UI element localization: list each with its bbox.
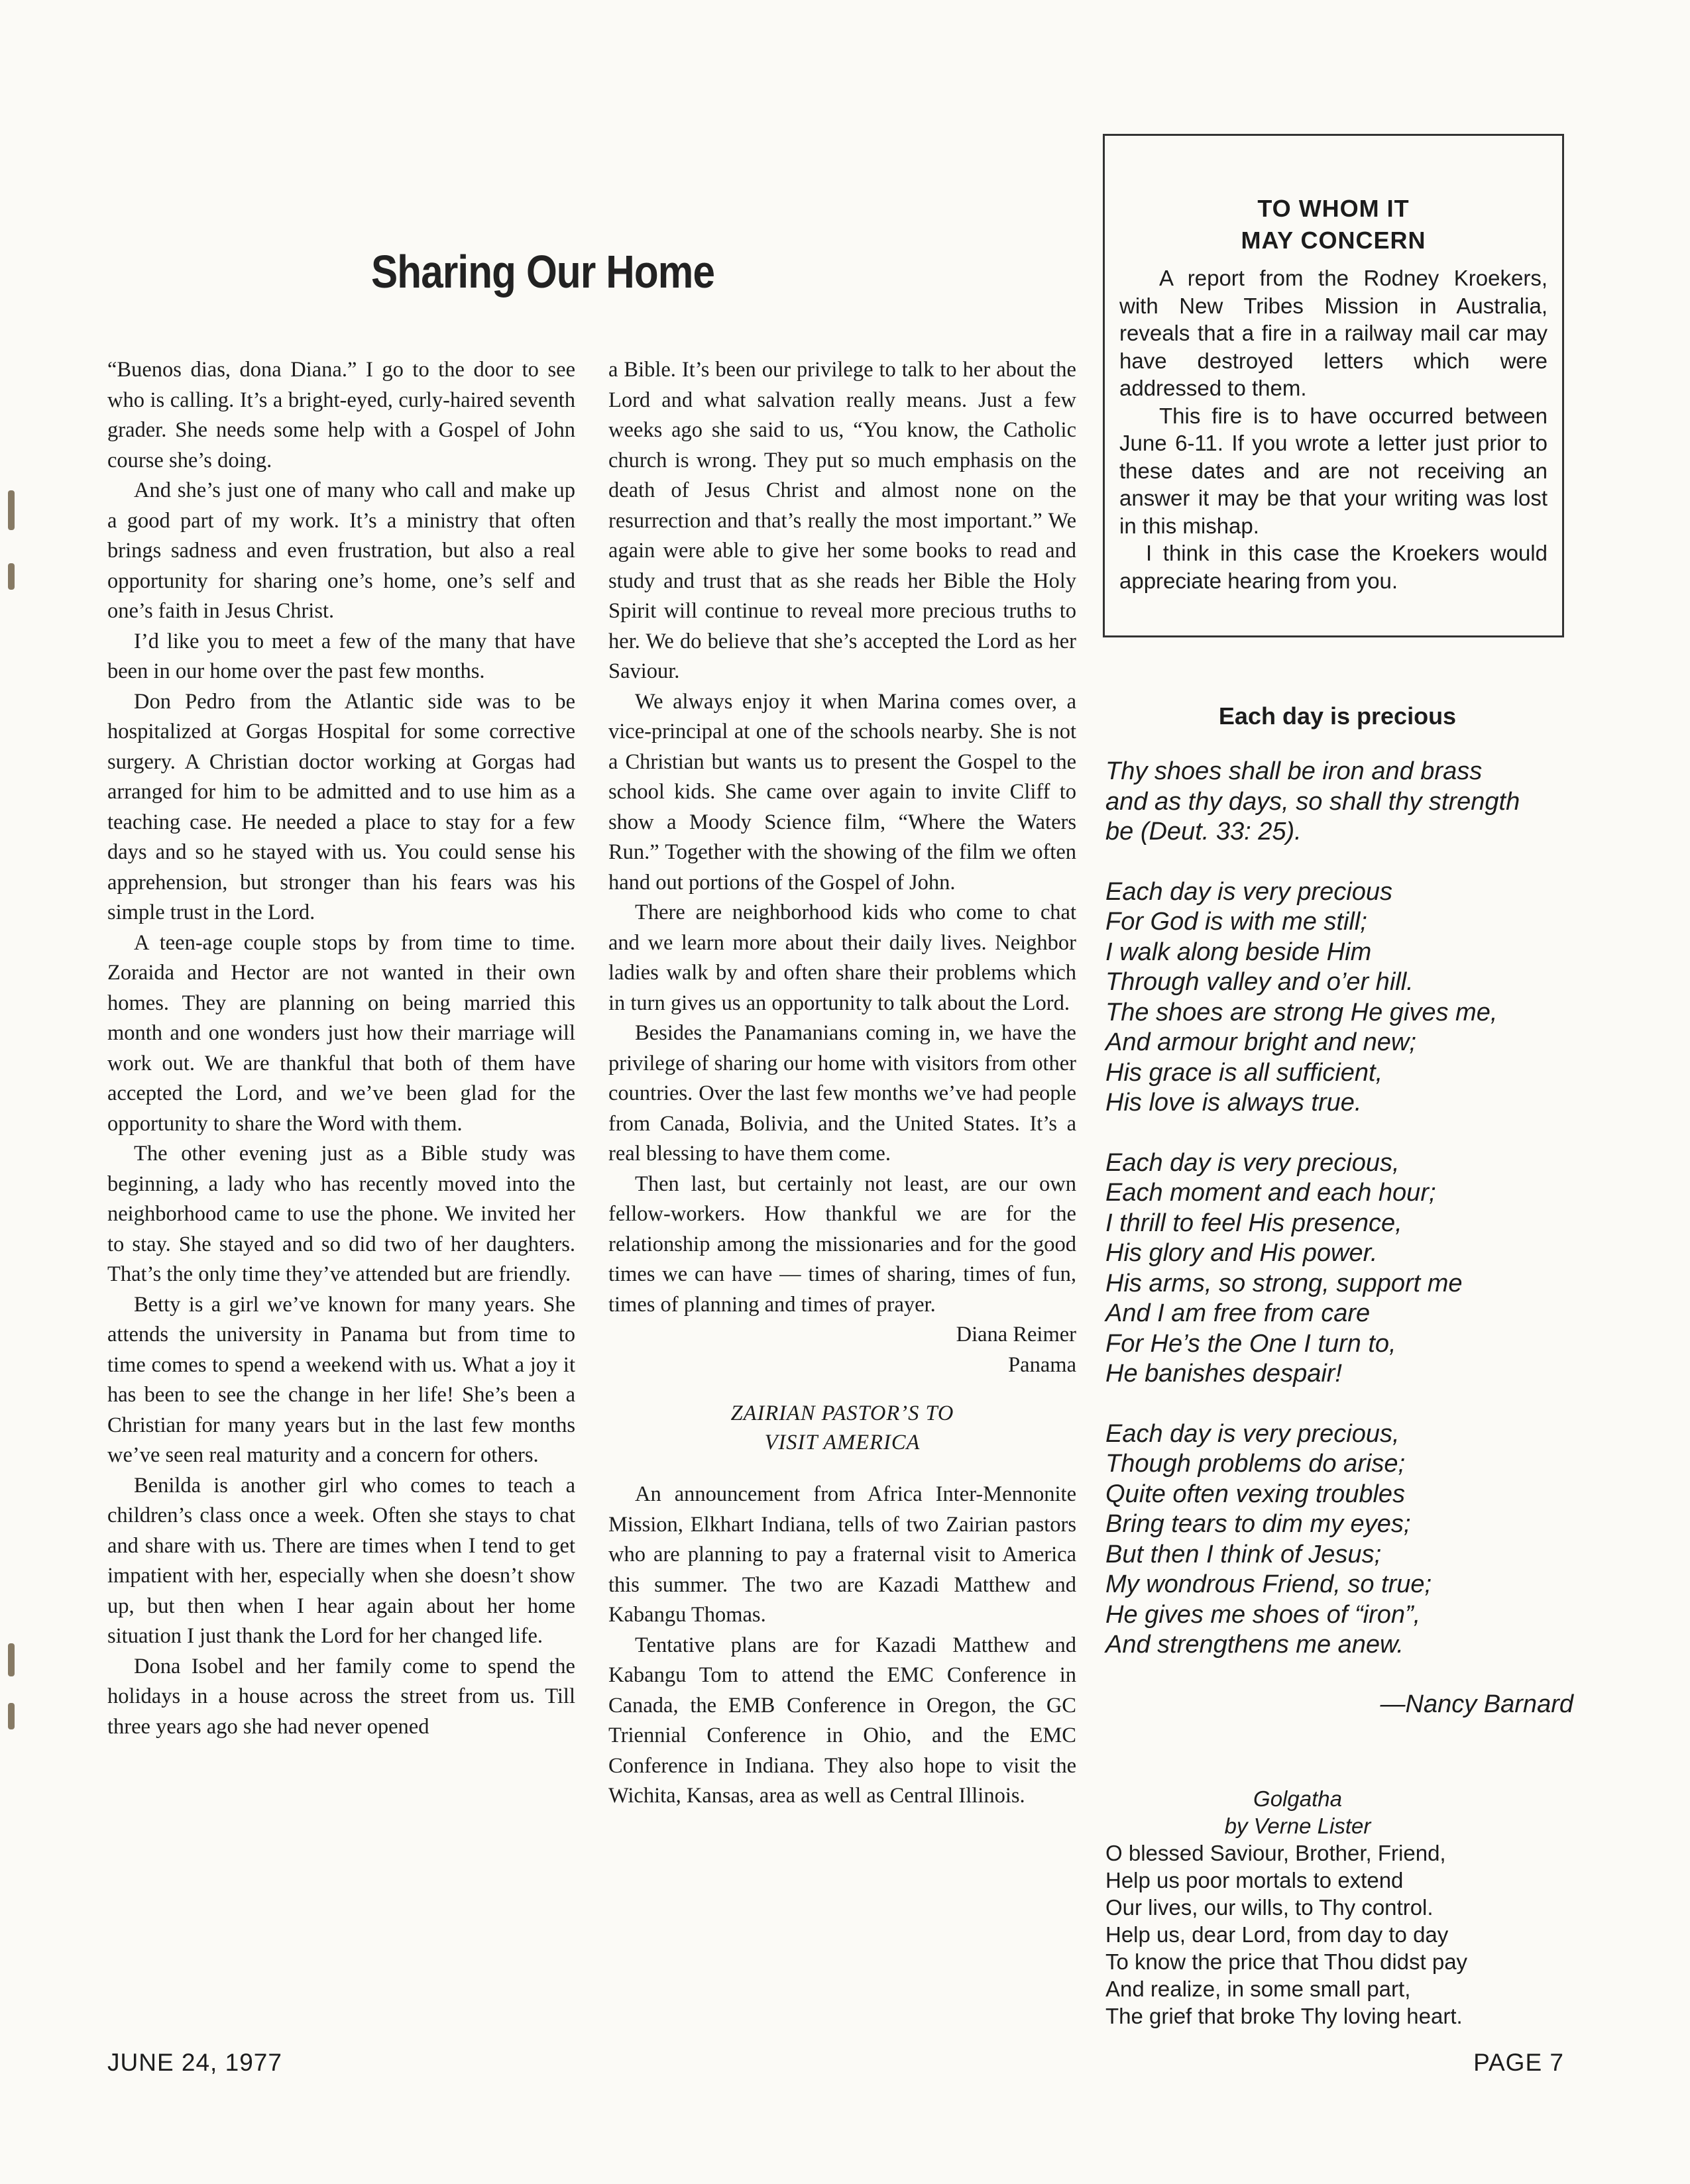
poem-line: For He’s the One I turn to, <box>1105 1329 1396 1358</box>
scan-artifact <box>8 563 15 590</box>
notice-title <box>1119 193 1548 256</box>
article-column-left <box>107 355 575 1742</box>
poem-line: My wondrous Friend, so true; <box>1105 1570 1432 1598</box>
zairian-heading-line: ZAIRIAN PASTOR’S TO <box>730 1401 954 1425</box>
article-column-middle <box>608 355 1076 1812</box>
poem-author: —Nancy Barnard <box>1380 1690 1573 1718</box>
article-paragraph: a Bible. It’s been our privilege to talk to her about the Lord and what salvation really means. Just a few weeks ago she said to us, “You know, the Catholic church is wrong. They put so much emphasis on the death of Jesus Christ and almost none on the resurrection and that’s really the most important.” We again were able to give her some books to read and study and trust that as she reads her Bible the Holy Spirit will continue to reveal more precious truths to her. We do believe that she’s accepted the Lord as her Saviour. <box>608 358 1076 683</box>
poem-stanza <box>1105 1148 1583 1390</box>
poem-epigraph <box>1105 757 1583 847</box>
golgatha-line: O blessed Saviour, Brother, Friend, <box>1105 1841 1446 1865</box>
poem-line: His arms, so strong, support me <box>1105 1269 1463 1297</box>
notice-paragraph: A report from the Rodney Kroekers, with New Tribes Mission in Australia, reveals that a fire in a railway mail car may have destroyed letters which were addressed to them. <box>1119 266 1548 400</box>
poem-line: Though problems do arise; <box>1105 1450 1406 1478</box>
golgatha-line: To know the price that Thou didst pay <box>1105 1949 1468 1974</box>
poem-line: He banishes despair! <box>1105 1360 1342 1388</box>
article-paragraph: And she’s just one of many who call and make up a good part of my work. It’s a ministry that often brings sadness and even frustration, but also a real opportunity for sharing one’s home, one’s self and one’s faith in Jesus Christ. <box>107 478 575 623</box>
article-paragraph: “Buenos dias, dona Diana.” I go to the door to see who is calling. It’s a bright-eyed, curly-haired seventh grader. She needs some help with a Gospel of John course she’s doing. <box>107 358 575 472</box>
poem-section <box>1105 702 1583 1719</box>
poem-line: And I am free from care <box>1105 1299 1371 1327</box>
poem-line: Bring tears to dim my eyes; <box>1105 1510 1411 1538</box>
poem-line: Through valley and o’er hill. <box>1105 968 1414 996</box>
poem-stanza <box>1105 1419 1583 1661</box>
article-paragraph: Then last, but certainly not least, are our own fellow-workers. How thankful we are for the relationship among the missionaries and for the good times we can have — times of sharing, times of fun, times of planning and times of prayer. <box>608 1172 1076 1317</box>
poem-line: Quite often vexing troubles <box>1105 1480 1406 1508</box>
zairian-heading <box>608 1399 1076 1457</box>
poem-line: Each day is very precious, <box>1105 1419 1400 1448</box>
golgatha-title: Golgatha <box>1253 1786 1342 1811</box>
poem-line: His love is always true. <box>1105 1089 1362 1117</box>
author-location: Panama <box>1008 1352 1076 1377</box>
epigraph-line: be (Deut. 33: 25). <box>1105 818 1302 846</box>
article-paragraph: I’d like you to meet a few of the many that have been in our home over the past few months. <box>107 629 575 683</box>
golgatha-line: Help us, dear Lord, from day to day <box>1105 1922 1449 1947</box>
zairian-heading-line: VISIT AMERICA <box>764 1431 921 1454</box>
poem-line: I walk along beside Him <box>1105 938 1372 966</box>
article-paragraph: Betty is a girl we’ve known for many years. She attends the university in Panama but from time to time comes to spend a weekend with us. What a joy it has been to see the change in her life! She’s been a Christian for many years but in the last few months we’ve seen real maturity and a concern for others. <box>107 1292 575 1467</box>
poem-stanza <box>1105 877 1583 1119</box>
scan-artifact <box>8 1643 15 1676</box>
epigraph-line: and as thy days, so shall thy strength <box>1105 787 1520 816</box>
poem-line: His glory and His power. <box>1105 1239 1378 1267</box>
article-paragraph: We always enjoy it when Marina comes over, a vice-principal at one of the schools nearby. She is not a Christian but wants us to present the Gospel to the school kids. She came over again to invite Cliff to show a Moody Science film, “Where the Waters Run.” Together with the showing of the film we often hand out portions of the Gospel of John. <box>608 689 1076 895</box>
golgatha-line: And realize, in some small part, <box>1105 1977 1411 2001</box>
article-title: Sharing Our Home <box>371 246 715 298</box>
footer-page-number: PAGE 7 <box>1473 2049 1564 2076</box>
notice-title-line: TO WHOM IT <box>1257 195 1410 222</box>
golgatha-byline: by Verne Lister <box>1224 1814 1371 1838</box>
notice-paragraph: This fire is to have occurred between June 6-11. If you wrote a letter just prior to these dates and are not receiving an answer it may be that your writing was lost in this mishap. <box>1119 403 1548 538</box>
poem-line: His grace is all sufficient, <box>1105 1058 1383 1087</box>
article-paragraph: Don Pedro from the Atlantic side was to be hospitalized at Gorgas Hospital for some corrective surgery. A Christian doctor working at Gorgas had arranged for him to be admitted and to use him as a teaching case. He needed a place to stay for a few days and so he stayed with us. You could sense his apprehension, but stronger than his fears was his simple trust in the Lord. <box>107 689 575 924</box>
notice-box <box>1103 134 1564 637</box>
poem-line: For God is with me still; <box>1105 908 1367 936</box>
poem-line: The shoes are strong He gives me, <box>1105 998 1498 1026</box>
zairian-paragraph: An announcement from Africa Inter-Mennonite Mission, Elkhart Indiana, tells of two Zairian pastors who are planning to pay a fraternal visit to America this summer. The two are Kazadi Matthew and Kabangu Thomas. <box>608 1482 1076 1627</box>
golgatha-line: Help us poor mortals to extend <box>1105 1868 1404 1892</box>
article-paragraph: Dona Isobel and her family come to spend the holidays in a house across the street from us. Till three years ago she had never opened <box>107 1654 575 1739</box>
author-name: Diana Reimer <box>956 1323 1076 1346</box>
scan-artifact <box>8 490 15 530</box>
epigraph-line: Thy shoes shall be iron and brass <box>1105 757 1483 785</box>
poem-line: Each day is very precious <box>1105 877 1392 906</box>
scan-artifact <box>8 1703 15 1729</box>
article-paragraph: There are neighborhood kids who come to chat and we learn more about their daily lives. Neighbor ladies walk by and often share their problems which in turn gives us an opportunity to talk about the Lord. <box>608 901 1076 1015</box>
zairian-paragraph: Tentative plans are for Kazadi Matthew and Kabangu Tom to attend the EMC Conference in Canada, the EMB Conference in Oregon, the GC Triennial Conference in Ohio, and the EMC Conference in Indiana. They also hope to visit the Wichita, Kansas, area as well as Central Illinois. <box>608 1633 1076 1808</box>
article-paragraph: A teen-age couple stops by from time to time. Zoraida and Hector are not wanted in their own homes. They are planning on being married this month and one wonders just how their marriage will work out. We are thankful that both of them have accepted the Lord, and we’ve been glad for the opportunity to share the Word with them. <box>107 930 575 1136</box>
notice-paragraph: I think in this case the Kroekers would appreciate hearing from you. <box>1119 541 1548 593</box>
poem-line: He gives me shoes of “iron”, <box>1105 1600 1421 1629</box>
poem-line: I thrill to feel His presence, <box>1105 1209 1402 1237</box>
poem-line: And strengthens me anew. <box>1105 1631 1404 1659</box>
poem-line: But then I think of Jesus; <box>1105 1540 1382 1568</box>
poem-line: Each day is very precious, <box>1105 1148 1400 1177</box>
article-paragraph: The other evening just as a Bible study was beginning, a lady who has recently moved into the neighborhood came to use the phone. We invited her to stay. She stayed and so did two of her daughters. That’s the only time they’ve attended but are friendly. <box>107 1142 575 1286</box>
footer-date: JUNE 24, 1977 <box>107 2049 282 2076</box>
article-paragraph: Besides the Panamanians coming in, we have the privilege of sharing our home with visitors from other countries. Over the last few months we’ve had people from Canada, Bolivia, and the United States. It’s a real blessing to have them come. <box>608 1021 1076 1166</box>
poem-title: Each day is precious <box>1218 702 1457 730</box>
golgatha-line: The grief that broke Thy loving heart. <box>1105 2004 1463 2028</box>
golgatha-line: Our lives, our wills, to Thy control. <box>1105 1895 1434 1920</box>
golgatha-poem <box>1105 1785 1583 2030</box>
poem-line: And armour bright and new; <box>1105 1028 1416 1056</box>
poem-line: Each moment and each hour; <box>1105 1179 1436 1207</box>
article-paragraph: Benilda is another girl who comes to teach a children’s class once a week. Often she stays to chat and share with us. There are times when I tend to get impatient with her, especially when she doesn’t show up, but then when I hear again about her home situation I just thank the Lord for her changed life. <box>107 1473 575 1648</box>
notice-title-line: MAY CONCERN <box>1241 227 1426 254</box>
